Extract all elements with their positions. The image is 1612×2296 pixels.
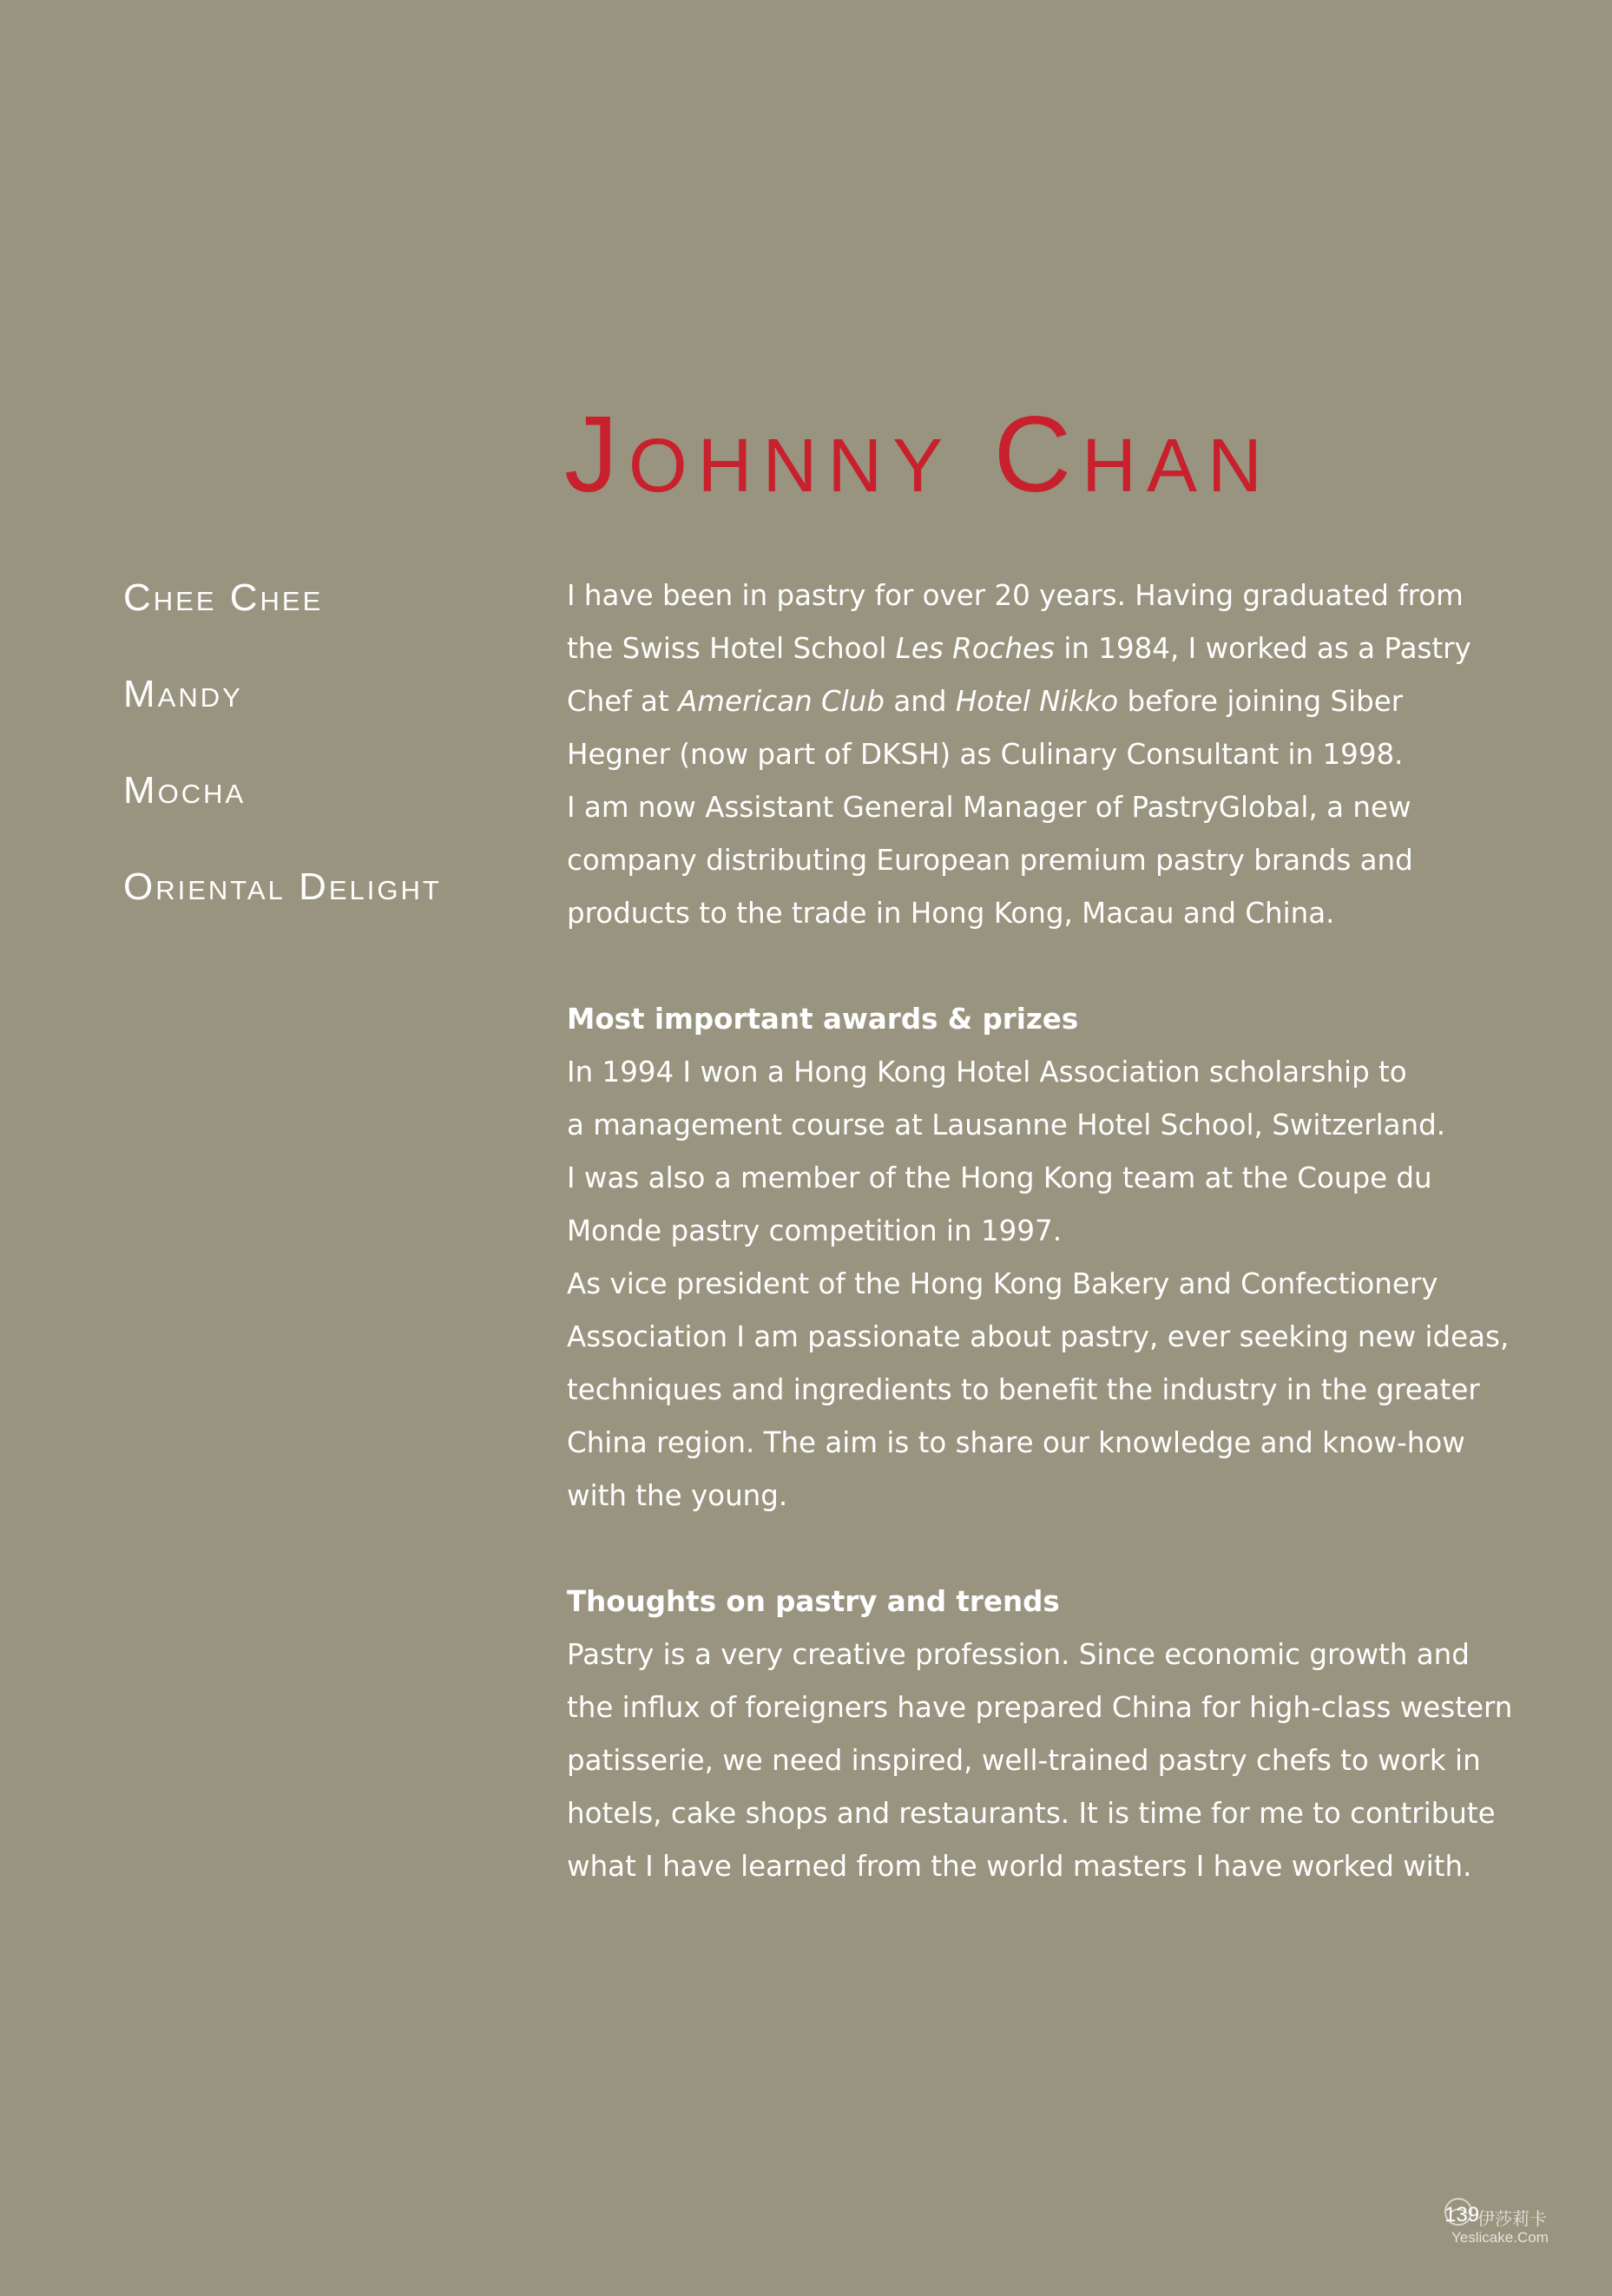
page-number: 139 — [1444, 2203, 1480, 2227]
intro-line: Chef at American Club and Hotel Nikko before joining Siber — [567, 685, 1404, 718]
awards-line: with the young. — [567, 1479, 788, 1512]
thoughts-line: hotels, cake shops and restaurants. It is time for me to contribute — [567, 1797, 1496, 1830]
awards-line: China region. The aim is to share our knowledge and know-how — [567, 1426, 1465, 1459]
awards-heading: Most important awards & prizes — [567, 1003, 1079, 1036]
intro-line: I am now Assistant General Manager of PastryGlobal, a new — [567, 791, 1411, 824]
awards-line: techniques and ingredients to benefit the industry in the greater — [567, 1373, 1480, 1406]
recipe-item: Chee Chee — [123, 576, 324, 619]
club-name: American Club — [678, 685, 885, 718]
watermark-en: Yeslicake.Com — [1451, 2229, 1549, 2246]
awards-line: In 1994 I won a Hong Kong Hotel Association scholarship to — [567, 1056, 1407, 1089]
intro-line: I have been in pastry for over 20 years. Having graduated from — [567, 579, 1464, 612]
recipe-item: Oriental Delight — [123, 865, 442, 908]
thoughts-line: what I have learned from the world masters I have worked with. — [567, 1850, 1472, 1883]
awards-line: I was also a member of the Hong Kong team at the Coupe du — [567, 1161, 1432, 1194]
awards-line: As vice president of the Hong Kong Bakery and Confectionery — [567, 1267, 1438, 1300]
recipe-item: Mandy — [123, 673, 243, 715]
awards-line: Association I am passionate about pastry, ever seeking new ideas, — [567, 1320, 1510, 1353]
watermark-cn: 伊莎莉卡 — [1477, 2208, 1547, 2229]
intro-line: the Swiss Hotel School Les Roches in 1984, I worked as a Pastry — [567, 632, 1471, 665]
intro-line: company distributing European premium pastry brands and — [567, 844, 1413, 877]
awards-line: a management course at Lausanne Hotel School, Switzerland. — [567, 1109, 1446, 1141]
school-name: Les Roches — [895, 632, 1055, 665]
awards-line: Monde pastry competition in 1997. — [567, 1214, 1063, 1247]
intro-line: products to the trade in Hong Kong, Macau and China. — [567, 897, 1335, 930]
recipe-item: Mocha — [123, 769, 247, 812]
thoughts-heading: Thoughts on pastry and trends — [567, 1585, 1060, 1618]
thoughts-line: the influx of foreigners have prepared China for high-class western — [567, 1691, 1513, 1724]
intro-line: Hegner (now part of DKSH) as Culinary Consultant in 1998. — [567, 738, 1404, 771]
hotel-name: Hotel Nikko — [955, 685, 1119, 718]
thoughts-line: patisserie, we need inspired, well-trained pastry chefs to work in — [567, 1744, 1481, 1777]
thoughts-line: Pastry is a very creative profession. Since economic growth and — [567, 1638, 1470, 1671]
recipe-list — [123, 577, 442, 963]
page-title: Johnny Chan — [564, 395, 1273, 515]
biography — [567, 569, 1513, 1893]
